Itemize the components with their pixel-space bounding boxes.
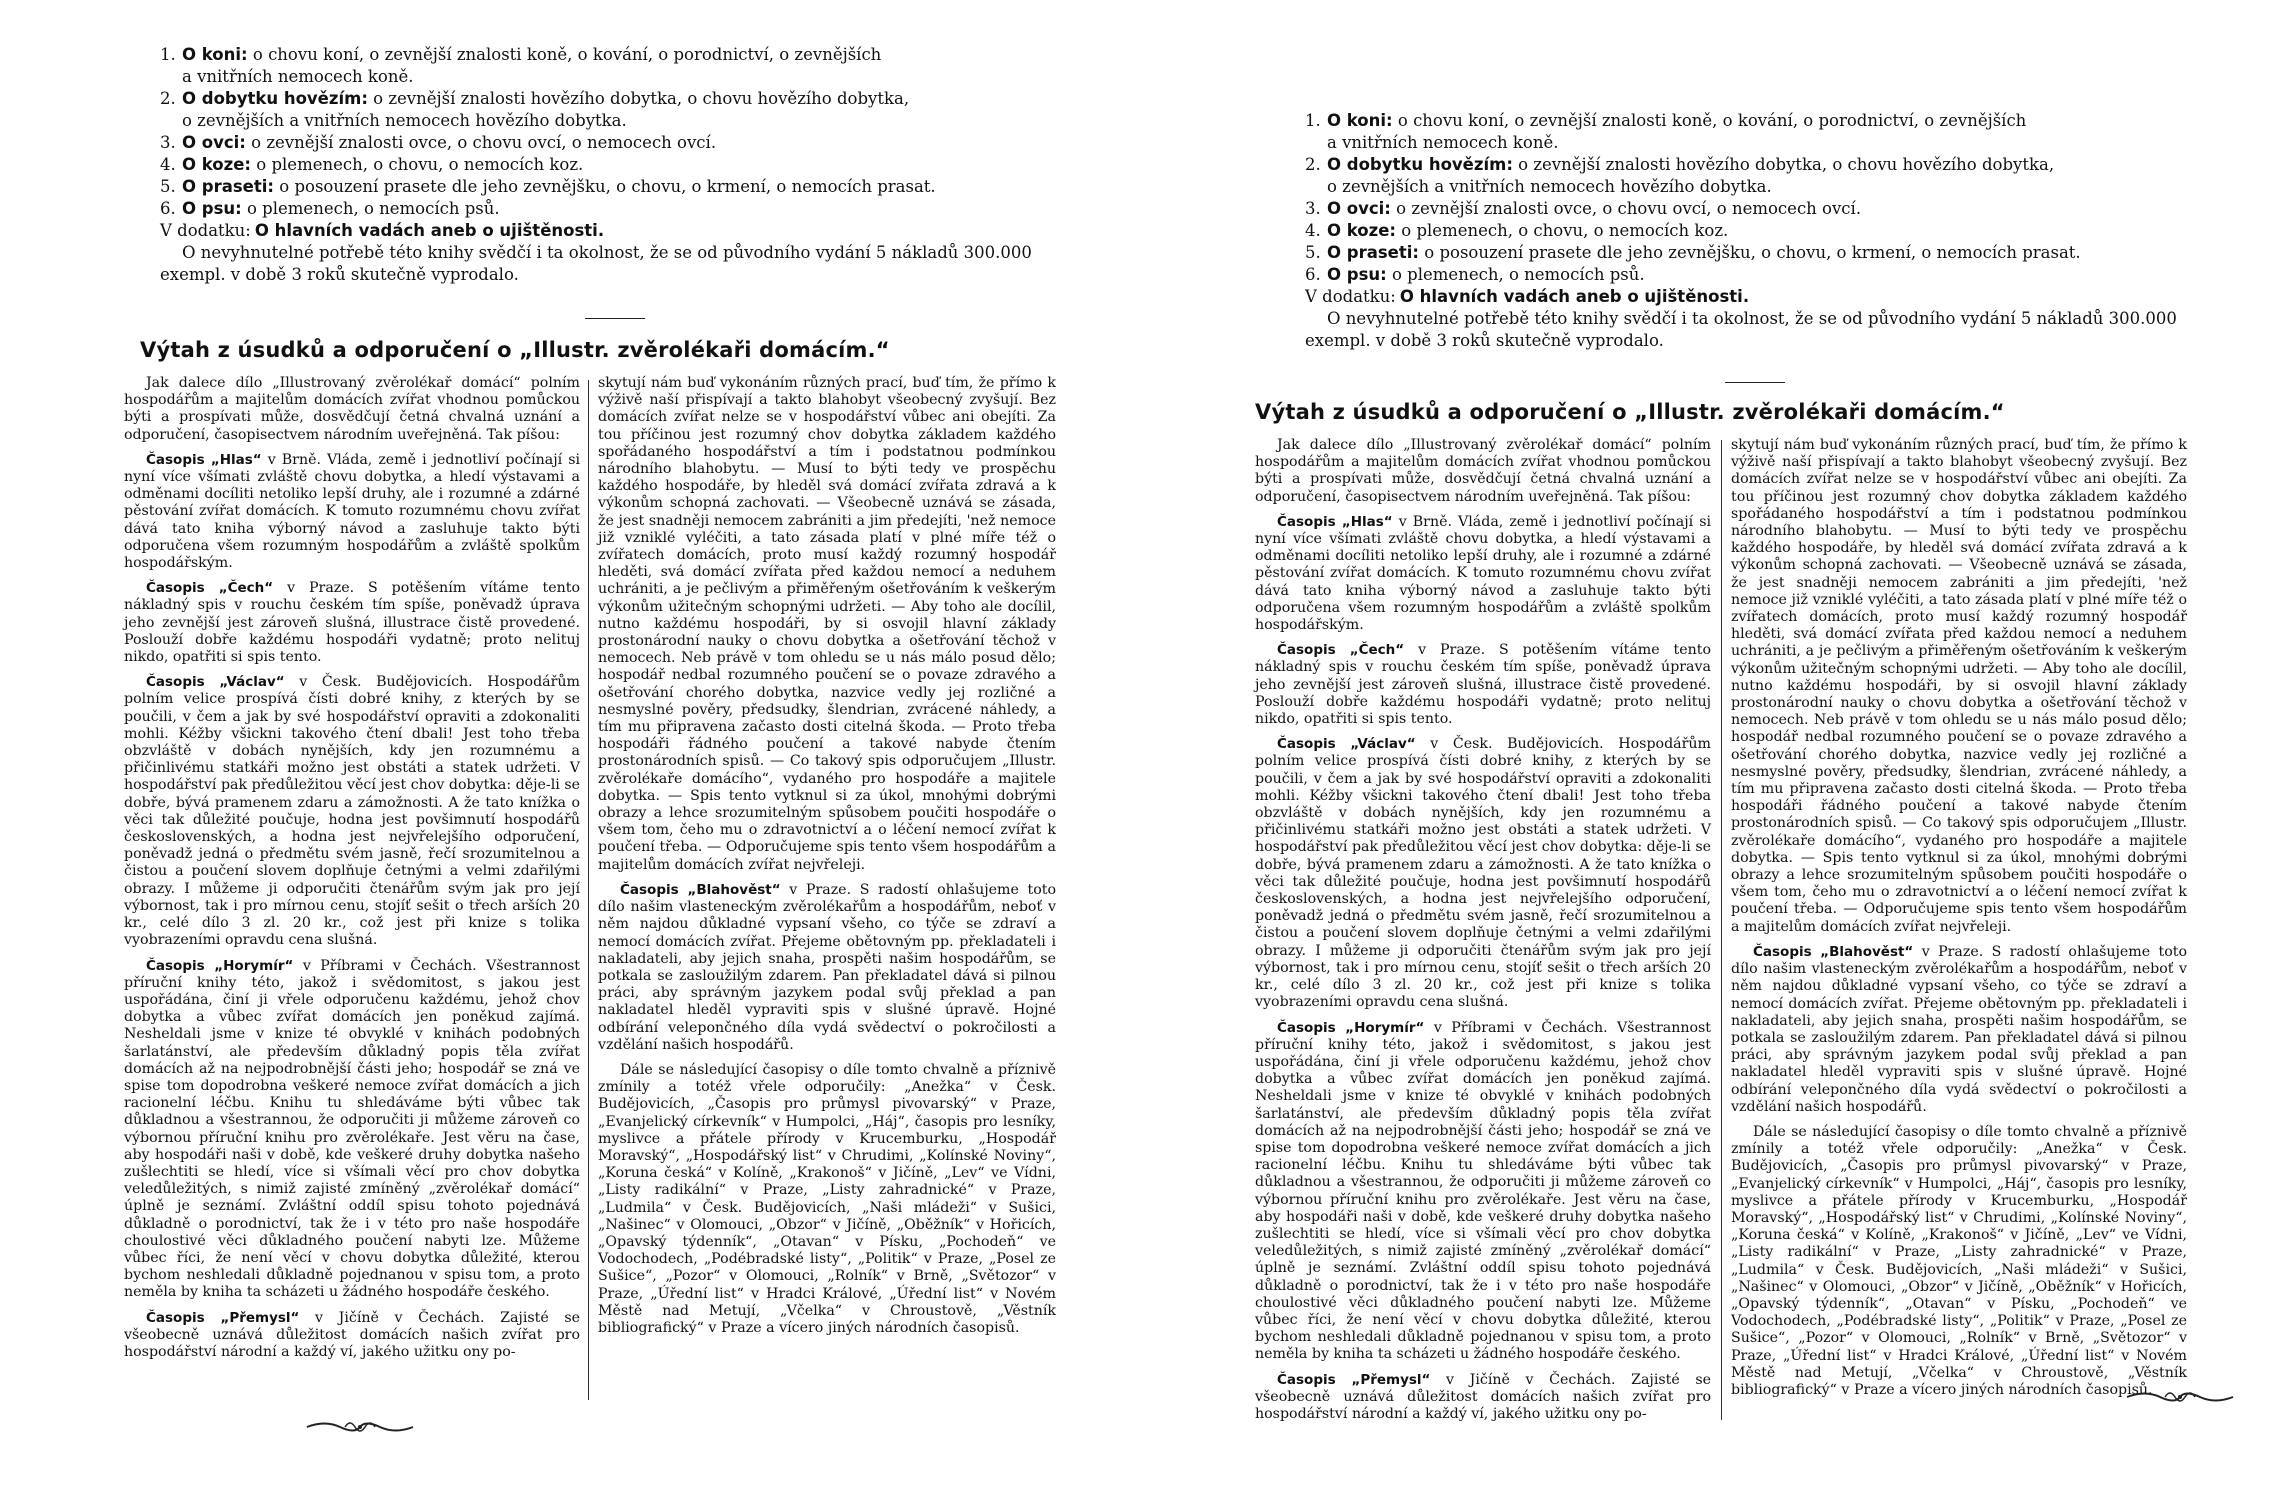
- page-right: [1255, 0, 2220, 1500]
- toc-item: [1305, 264, 2220, 286]
- appendix-title: O hlavních vadách aneb o ujištěnosti.: [254, 221, 605, 240]
- page-left: [110, 0, 1075, 1500]
- sales-note: O nevyhnutelné potřebě této knihy svědčí i ta okolnost, že se od původního vydání 5 nákladů 300.000 exempl. v době 3 roků skutečně vyprodalo.: [160, 243, 1032, 284]
- toc-number: 4.: [160, 155, 176, 174]
- toc-number: 1.: [160, 45, 176, 64]
- toc-item-cont: [160, 110, 1075, 132]
- section-heading: Výtah z úsudků a odporučení o „Illustr. zvěrolékaři domácím.“: [1255, 400, 2005, 424]
- toc-desc: o posouzení prasete dle jeho zevnějšku, o chovu, o krmení, o nemocích prasat.: [279, 177, 936, 196]
- divider: [585, 318, 645, 319]
- appendix-label: V dodatku:: [160, 221, 251, 240]
- paragraph: Časopis „Hlas“ v Brně. Vláda, země i jednotliví počínají si nyní více všímati zvláště chovu dobytka, a hledí výstavami a odměnami docíliti netoliko lepší druhy, ale i rozumné a zdárné pěstování zvířat domácích. K tomuto rozumnému chovu zvířat dává tato kniha výborný návod a zasluhuje takto býti odporučena všem rozumným hospodářům a zvláště spolkům hospodářským.: [1255, 513, 1712, 634]
- toc-desc: o plemenech, o chovu, o nemocích koz.: [1401, 221, 1729, 240]
- source-name: Časopis „Přemysl“: [1277, 1371, 1431, 1388]
- paragraph: skytují nám buď vykonáním různých prací, buď tím, že přímo k výživě naší přispívají a takto blahobyt všeobecný zvyšují. Bez domácích zvířat nelze se v hospodářství vůbec ani obejíti. Za tou příčinou jest rozumný chov dobytka základem každého spořádaného hospodářství a tím i podstatnou podmínkou národního blahobytu. — Musí to býti tedy ve prospěchu každého hospodáře, by hleděl svá domácí zvířata zdravá a k výkonům schopná zachovati. — Všeobecně uznává se zásada, že jest snadněji nemocem zabrániti a jim předejíti, 'než nemoce již vzniklé vyléčiti, a tato zásada platí v plné míře též o zvířatech domácích, proto musí každý rozumný hospodář hleděti, svá domácí zvířata před každou nemocí a neduhem uchrániti, a je pečlivým a přiměřeným ošetřováním k veškerým výkonům užitečným schopnými udržeti. — Aby toho ale docílil, nutno každému hospodáři, by si osvojil hlavní základy prostonárodní nauky o chovu dobytka a ošetřování těchož v nemocech. Neb právě v tom ohledu se u nás málo posud dělo; hospodář nedbal rozumného poučení se o povaze zdravého a ošetřování chorého dobytka, nazvice vedly jej rozličné a nesmyslné pověry, předsudky, šlendrian, zvrácené náhledy, a tím mu připravena začasto dosti citelná škoda. — Proto třeba hospodáři řádného poučení a takové nabyde čtením prostonárodních spisů. — Co takový spis odporučujem „Illustr. zvěrolékaře domácího“, vydaného pro hospodáře a majitele dobytka. — Spis tento vytknul si za úkol, mnohými dobrými obrazy a lehce srozumitelným spůsobem poučiti hospodáře o všem tom, čeho mu o zdravotnictví a o léčení nemocí zvířat k poučení třeba. — Odporučujeme spis tento všem hospodářům a majitelům domácích zvířat nejvřeleji.: [598, 375, 1056, 873]
- paragraph: Časopis „Přemysl“ v Jičíně v Čechách. Zajisté se všeobecně uznává důležitost domácích našich zvířat pro hospodářství národní a každý ví, jakého užitku ony po-: [124, 1309, 581, 1360]
- paragraph: Jak dalece dílo „Illustrovaný zvěrolékař domácí“ polním hospodářům a majitelům domácích zvířat vhodnou pomůckou býti a prospívati může, dosvědčují četná chvalná uznání a odporučení, časopisectvem národním uveřejněná. Tak píšou:: [124, 375, 580, 443]
- paragraph: Časopis „Čech“ v Praze. S potěšením vítáme tento nákladný spis v rouchu českém tím spíše, poněvadž úprava jeho zevnější jest zároveň slušná, illustrace čistě provedené. Poslouží dobře každému hospodáři vydatně; proto nelituj nikdo, opatřiti si spis tento.: [1255, 642, 1712, 728]
- source-name: Časopis „Horymír“: [146, 957, 294, 974]
- paragraph: Časopis „Čech“ v Praze. S potěšením vítáme tento nákladný spis v rouchu českém tím spíše, poněvadž úprava jeho zevnější jest zároveň slušná, illustrace čistě provedené. Poslouží dobře každému hospodáři vydatně; proto nelituj nikdo, opatřiti si spis tento.: [124, 580, 581, 666]
- paragraph: Časopis „Přemysl“ v Jičíně v Čechách. Zajisté se všeobecně uznává důležitost domácích našich zvířat pro hospodářství národní a každý ví, jakého užitku ony po-: [1255, 1371, 1712, 1422]
- toc-number: 5.: [160, 177, 176, 196]
- toc-item: [1305, 198, 2220, 220]
- column-divider: [588, 380, 589, 1400]
- toc-topic: O ovci:: [1327, 199, 1391, 218]
- sales-note: O nevyhnutelné potřebě této knihy svědčí i ta okolnost, že se od původního vydání 5 nákladů 300.000 exempl. v době 3 roků skutečně vyprodalo.: [1305, 309, 2177, 350]
- source-name: Časopis „Přemysl“: [146, 1309, 300, 1326]
- toc-desc: o chovu koní, o zevnější znalosti koně, o kování, o porodnictví, o zevnějších: [1397, 111, 2027, 130]
- paragraph: Časopis „Hlas“ v Brně. Vláda, země i jednotliví počínají si nyní více všímati zvláště chovu dobytka, a hledí výstavami a odměnami docíliti netoliko lepší druhy, ale i rozumné a zdárné pěstování zvířat domácích. K tomuto rozumnému chovu zvířat dává tato kniha výborný návod a zasluhuje takto býti odporučena všem rozumným hospodářům a zvláště spolkům hospodářským.: [124, 451, 581, 572]
- toc-item: [1305, 220, 2220, 242]
- toc-item-cont: [1305, 132, 2220, 154]
- toc-topic: O koni:: [182, 45, 248, 64]
- toc-desc: o plemenech, o nemocích psů.: [247, 199, 500, 218]
- toc-item-cont: [160, 66, 1075, 88]
- toc-number: 2.: [1305, 155, 1321, 174]
- paragraph: Časopis „Horymír“ v Příbrami v Čechách. Všestrannost příruční knihy této, jakož i svědomitost, s jakou jest uspořádána, činí ji vřele odporučenu každému, jehož chov dobytka a vůbec zvířat domácích jen poněkud zajímá. Nesheldali jsme v knize té obvyklé v knihách podobných šarlatánství, ale především důkladný popis těla zvířat domácích až na nejpodrobnější části jeho; hospodář se zná ve spise tom dopodrobna veškeré nemoce zvířat domácích a jich racionelní léčbu. Knihu tu shledáváme býti vůbec tak důkladnou a všestrannou, že odporučiti ji můžeme zároveň co výbornou příruční knihu pro zvěrolékaře. Jest věru na čase, aby hospodáři naši v době, kde veškeré druhy dobytka našeho zušlechtiti se hledí, více si všímali věcí pro chov dobytka veledůležitých, s nimiž zajisté zmíněný „zvěrolékař domácí“ úplně je seznámí. Zvláštní oddíl spisu tohoto pojednává důkladně o porodnictví, tak že i v této pro naše hospodáře choulostivé věci důkladného poučení nabyti lze. Můžeme vůbec říci, že není věcí v chovu dobytka důležité, kterou bychom neshledali důkladně pojednanou v spisu tom, a proto neměla by kniha ta scházeti u žádného hospodáře českého.: [124, 957, 581, 1301]
- column-right: [598, 375, 1056, 1345]
- paragraph: Dále se následující časopisy o díle tomto chvalně a příznivě zmínily a totéž vřele odporučily: „Anežka“ v Česk. Budějovicích, „Časopis pro průmysl pivovarský“ v Praze, „Evanjelický církevník“ v Humpolci, „Háj“, časopis pro lesníky, myslivce a přátele přírody v Krucemburku, „Hospodář Moravský“, „Hospodářský list“ v Chrudimi, „Kolínské Noviny“, „Koruna česká“ v Kolíně, „Krakonoš“ v Jičíně, „Lev“ ve Vídni, „Listy radikální“ v Praze, „Listy zahradnické“ v Praze, „Ludmila“ v Česk. Budějovicích, „Naši mládeži“ v Sušici, „Našinec“ v Olomouci, „Obzor“ v Jičíně, „Oběžník“ v Hořicích, „Opavský týdenník“, „Otavan“ v Písku, „Pochodeň“ ve Vodochodech, „Podébradské listy“, „Politik“ v Praze, „Posel ze Sušice“, „Pozor“ v Olomouci, „Rolník“ v Brně, „Světozor“ v Praze, „Úřední list“ v Hradci Králové, „Úřední list“ v Novém Městě nad Metují, „Včelka“ v Chroustově, „Věstník bibliografický“ v Praze a vícero jiných národních časopisů.: [1731, 1123, 2187, 1398]
- toc-desc: o chovu koní, o zevnější znalosti koně, o kování, o porodnictví, o zevnějších: [252, 45, 882, 64]
- column-left: [124, 375, 580, 1369]
- appendix-label: V dodatku:: [1305, 287, 1396, 306]
- toc-desc: o zevnější znalosti hovězího dobytka, o chovu hovězího dobytka,: [373, 89, 910, 108]
- toc-number: 3.: [1305, 199, 1321, 218]
- paragraph: Dále se následující časopisy o díle tomto chvalně a příznivě zmínily a totéž vřele odporučily: „Anežka“ v Česk. Budějovicích, „Časopis pro průmysl pivovarský“ v Praze, „Evanjelický církevník“ v Humpolci, „Háj“, časopis pro lesníky, myslivce a přátele přírody v Krucemburku, „Hospodář Moravský“, „Hospodářský list“ v Chrudimi, „Kolínské Noviny“, „Koruna česká“ v Kolíně, „Krakonoš“ v Jičíně, „Lev“ ve Vídni, „Listy radikální“ v Praze, „Listy zahradnické“ v Praze, „Ludmila“ v Česk. Budějovicích, „Naši mládeži“ v Sušici, „Našinec“ v Olomouci, „Obzor“ v Jičíně, „Oběžník“ v Hořicích, „Opavský týdenník“, „Otavan“ v Písku, „Pochodeň“ ve Vodochodech, „Podébradské listy“, „Politik“ v Praze, „Posel ze Sušice“, „Pozor“ v Olomouci, „Rolník“ v Brně, „Světozor“ v Praze, „Úřední list“ v Hradci Králové, „Úřední list“ v Novém Městě nad Metují, „Včelka“ v Chroustově, „Věstník bibliografický“ v Praze a vícero jiných národních časopisů.: [598, 1061, 1056, 1336]
- ornament-icon: [2125, 1388, 2235, 1406]
- paragraph: Časopis „Blahověst“ v Praze. S radostí ohlašujeme toto dílo našim vlasteneckým zvěrolékařům a hospodářům, neboť v něm najdou důkladné vypsaní všeho, co týče se zdraví a nemocí domácích zvířat. Přejeme obětovným pp. překladateli i nakladateli, aby jejich snaha, prospěti našim hospodářům, se potkala se zasloužilým zdarem. Pan překladatel dává si pilnou práci, aby správným jazykem podal svůj překlad a pan nakladatel hleděl vypraviti spis v slušné úpravě. Hojné odbírání velepončného díla vydá svědectví o pokročilosti a vzdělání našich hospodářů.: [598, 881, 1056, 1053]
- divider: [1725, 382, 1785, 383]
- toc-desc-cont: a vnitřních nemocech koně.: [1327, 133, 1559, 152]
- toc-topic: O koze:: [182, 155, 252, 174]
- toc-desc-cont: o zevnějších a vnitřních nemocech hovězího dobytka.: [182, 111, 627, 130]
- source-name: Časopis „Čech“: [1277, 642, 1405, 659]
- toc-item-cont: [1305, 176, 2220, 198]
- toc-desc: o plemenech, o chovu, o nemocích koz.: [256, 155, 584, 174]
- toc-topic: O dobytku hovězím:: [1327, 155, 1513, 174]
- toc-appendix: [160, 220, 1075, 242]
- appendix-title: O hlavních vadách aneb o ujištěnosti.: [1399, 287, 1750, 306]
- toc-topic: O ovci:: [182, 133, 246, 152]
- toc-topic: O psu:: [1327, 265, 1387, 284]
- toc-number: 3.: [160, 133, 176, 152]
- toc-topic: O koze:: [1327, 221, 1397, 240]
- source-name: Časopis „Horymír“: [1277, 1019, 1425, 1036]
- toc-topic: O psu:: [182, 199, 242, 218]
- toc-desc: o zevnější znalosti ovce, o chovu ovcí, o nemocech ovcí.: [251, 133, 717, 152]
- column-right: [1731, 437, 2187, 1407]
- paragraph: skytují nám buď vykonáním různých prací, buď tím, že přímo k výživě naší přispívají a takto blahobyt všeobecný zvyšují. Bez domácích zvířat nelze se v hospodářství vůbec ani obejíti. Za tou příčinou jest rozumný chov dobytka základem každého spořádaného hospodářství a tím i podstatnou podmínkou národního blahobytu. — Musí to býti tedy ve prospěchu každého hospodáře, by hleděl svá domácí zvířata zdravá a k výkonům schopná zachovati. — Všeobecně uznává se zásada, že jest snadněji nemocem zabrániti a jim předejíti, 'než nemoce již vzniklé vyléčiti, a tato zásada platí v plné míře též o zvířatech domácích, proto musí každý rozumný hospodář hleděti, svá domácí zvířata před každou nemocí a neduhem uchrániti, a je pečlivým a přiměřeným ošetřováním k veškerým výkonům užitečným schopnými udržeti. — Aby toho ale docílil, nutno každému hospodáři, by si osvojil hlavní základy prostonárodní nauky o chovu dobytka a ošetřování těchož v nemocech. Neb právě v tom ohledu se u nás málo posud dělo; hospodář nedbal rozumného poučení se o povaze zdravého a ošetřování chorého dobytka, nazvice vedly jej rozličné a nesmyslné pověry, předsudky, šlendrian, zvrácené náhledy, a tím mu připravena začasto dosti citelná škoda. — Proto třeba hospodáři řádného poučení a takové nabyde čtením prostonárodních spisů. — Co takový spis odporučujem „Illustr. zvěrolékaře domácího“, vydaného pro hospodáře a majitele dobytka. — Spis tento vytknul si za úkol, mnohými dobrými obrazy a lehce srozumitelným spůsobem poučiti hospodáře o všem tom, čeho mu o zdravotnictví a o léčení nemocí zvířat k poučení třeba. — Odporučujeme spis tento všem hospodářům a majitelům domácích zvířat nejvřeleji.: [1731, 437, 2187, 935]
- toc-topic: O praseti:: [1327, 243, 1420, 262]
- column-left: [1255, 437, 1711, 1431]
- source-name: Časopis „Blahověst“: [620, 881, 781, 898]
- toc-topic: O koni:: [1327, 111, 1393, 130]
- toc-desc: o plemenech, o nemocích psů.: [1392, 265, 1645, 284]
- source-name: Časopis „Hlas“: [146, 451, 262, 468]
- paragraph: Časopis „Horymír“ v Příbrami v Čechách. Všestrannost příruční knihy této, jakož i svědomitost, s jakou jest uspořádána, činí ji vřele odporučenu každému, jehož chov dobytka a vůbec zvířat domácích jen poněkud zajímá. Nesheldali jsme v knize té obvyklé v knihách podobných šarlatánství, ale především důkladný popis těla zvířat domácích až na nejpodrobnější části jeho; hospodář se zná ve spise tom dopodrobna veškeré nemoce zvířat domácích a jich racionelní léčbu. Knihu tu shledáváme býti vůbec tak důkladnou a všestrannou, že odporučiti ji můžeme zároveň co výbornou příruční knihu pro zvěrolékaře. Jest věru na čase, aby hospodáři naši v době, kde veškeré druhy dobytka našeho zušlechtiti se hledí, více si všímali věcí pro chov dobytka veledůležitých, s nimiž zajisté zmíněný „zvěrolékař domácí“ úplně je seznámí. Zvláštní oddíl spisu tohoto pojednává důkladně o porodnictví, tak že i v této pro naše hospodáře choulostivé věci důkladného poučení nabyti lze. Můžeme vůbec říci, že není věcí v chovu dobytka důležité, kterou bychom neshledali důkladně pojednanou v spisu tom, a proto neměla by kniha ta scházeti u žádného hospodáře českého.: [1255, 1019, 1712, 1363]
- source-name: Časopis „Čech“: [146, 580, 274, 597]
- toc-item: [1305, 154, 2220, 176]
- source-name: Časopis „Václav“: [1277, 736, 1416, 753]
- toc-item: [160, 44, 1075, 66]
- toc-appendix: [1305, 286, 2220, 308]
- paragraph: Časopis „Blahověst“ v Praze. S radostí ohlašujeme toto dílo našim vlasteneckým zvěrolékařům a hospodářům, neboť v něm najdou důkladné vypsaní všeho, co týče se zdraví a nemocí domácích zvířat. Přejeme obětovným pp. překladateli i nakladateli, aby jejich snaha, prospěti našim hospodářům, se potkala se zasloužilým zdarem. Pan překladatel dává si pilnou práci, aby správným jazykem podal svůj překlad a pan nakladatel hleděl vypraviti spis v slušné úpravě. Hojné odbírání velepončného díla vydá svědectví o pokročilosti a vzdělání našich hospodářů.: [1731, 943, 2187, 1115]
- toc-item: [1305, 110, 2220, 132]
- toc-item: [160, 88, 1075, 110]
- toc-item: [160, 132, 1075, 154]
- toc-desc-cont: o zevnějších a vnitřních nemocech hovězího dobytka.: [1327, 177, 1772, 196]
- toc-item: [160, 198, 1075, 220]
- ornament-icon: [305, 1418, 415, 1436]
- toc-number: 6.: [1305, 265, 1321, 284]
- toc-number: 4.: [1305, 221, 1321, 240]
- contents-list: [160, 44, 1075, 286]
- toc-desc-cont: a vnitřních nemocech koně.: [182, 67, 414, 86]
- source-name: Časopis „Hlas“: [1277, 513, 1393, 530]
- toc-item: [1305, 242, 2220, 264]
- toc-item: [160, 154, 1075, 176]
- toc-topic: O praseti:: [182, 177, 275, 196]
- toc-topic: O dobytku hovězím:: [182, 89, 368, 108]
- source-name: Časopis „Václav“: [146, 674, 285, 691]
- paragraph: Jak dalece dílo „Illustrovaný zvěrolékař domácí“ polním hospodářům a majitelům domácích zvířat vhodnou pomůckou býti a prospívati může, dosvědčují četná chvalná uznání a odporučení, časopisectvem národním uveřejněná. Tak píšou:: [1255, 437, 1711, 505]
- toc-desc: o zevnější znalosti hovězího dobytka, o chovu hovězího dobytka,: [1518, 155, 2055, 174]
- toc-desc: o posouzení prasete dle jeho zevnějšku, o chovu, o krmení, o nemocích prasat.: [1424, 243, 2081, 262]
- toc-number: 1.: [1305, 111, 1321, 130]
- toc-item: [160, 176, 1075, 198]
- column-divider: [1721, 440, 1722, 1420]
- paragraph: Časopis „Václav“ v Česk. Budějovicích. Hospodářům polním velice prospívá čísti dobré knihy, z kterých by se poučili, v čem a jak by své hospodářství opraviti a zdokonaliti mohli. Kéžby všickni takového čtení dbali! Jest toho třeba obzvláště v dobách nynějších, kdy jen rozumnému a přičinlivému statkáři možno jest obstáti a statek udržeti. V hospodářství pak předůležitou věcí jest chov dobytka: děje-li se dobře, bývá pramenem zdaru a zámožnosti. A že tato knížka o věci tak důležité poučuje, hodna jest povšimnutí hospodářů československých, a hodna jest nejvřelejšího odporučení, poněvadž jedná o předmětu svém jasně, řečí srozumitelnou a čistou a poučení slovem doplňuje četnými a velmi zdařilými obrazy. I můžeme ji odporučiti čtenářům svým jak pro její výbornost, tak i pro mírnou cenu, stojíť sešit o třech arších 20 kr., celé dílo 3 zl. 20 kr., což jest při knize s tolika vyobrazeními opravdu cena slušná.: [124, 674, 580, 949]
- paragraph: Časopis „Václav“ v Česk. Budějovicích. Hospodářům polním velice prospívá čísti dobré knihy, z kterých by se poučili, v čem a jak by své hospodářství opraviti a zdokonaliti mohli. Kéžby všickni takového čtení dbali! Jest toho třeba obzvláště v dobách nynějších, kdy jen rozumnému a přičinlivému statkáři možno jest obstáti a statek udržeti. V hospodářství pak předůležitou věcí jest chov dobytka: děje-li se dobře, bývá pramenem zdaru a zámožnosti. A že tato knížka o věci tak důležité poučuje, hodna jest povšimnutí hospodářů československých, a hodna jest nejvřelejšího odporučení, poněvadž jedná o předmětu svém jasně, řečí srozumitelnou a čistou a poučení slovem doplňuje četnými a velmi zdařilými obrazy. I můžeme ji odporučiti čtenářům svým jak pro její výbornost, tak i pro mírnou cenu, stojíť sešit o třech arších 20 kr., celé dílo 3 zl. 20 kr., což jest při knize s tolika vyobrazeními opravdu cena slušná.: [1255, 736, 1711, 1011]
- toc-number: 6.: [160, 199, 176, 218]
- source-name: Časopis „Blahověst“: [1753, 943, 1914, 960]
- contents-list: [1305, 110, 2220, 352]
- toc-number: 2.: [160, 89, 176, 108]
- toc-number: 5.: [1305, 243, 1321, 262]
- section-heading: Výtah z úsudků a odporučení o „Illustr. zvěrolékaři domácím.“: [140, 338, 890, 362]
- toc-desc: o zevnější znalosti ovce, o chovu ovcí, o nemocech ovcí.: [1396, 199, 1862, 218]
